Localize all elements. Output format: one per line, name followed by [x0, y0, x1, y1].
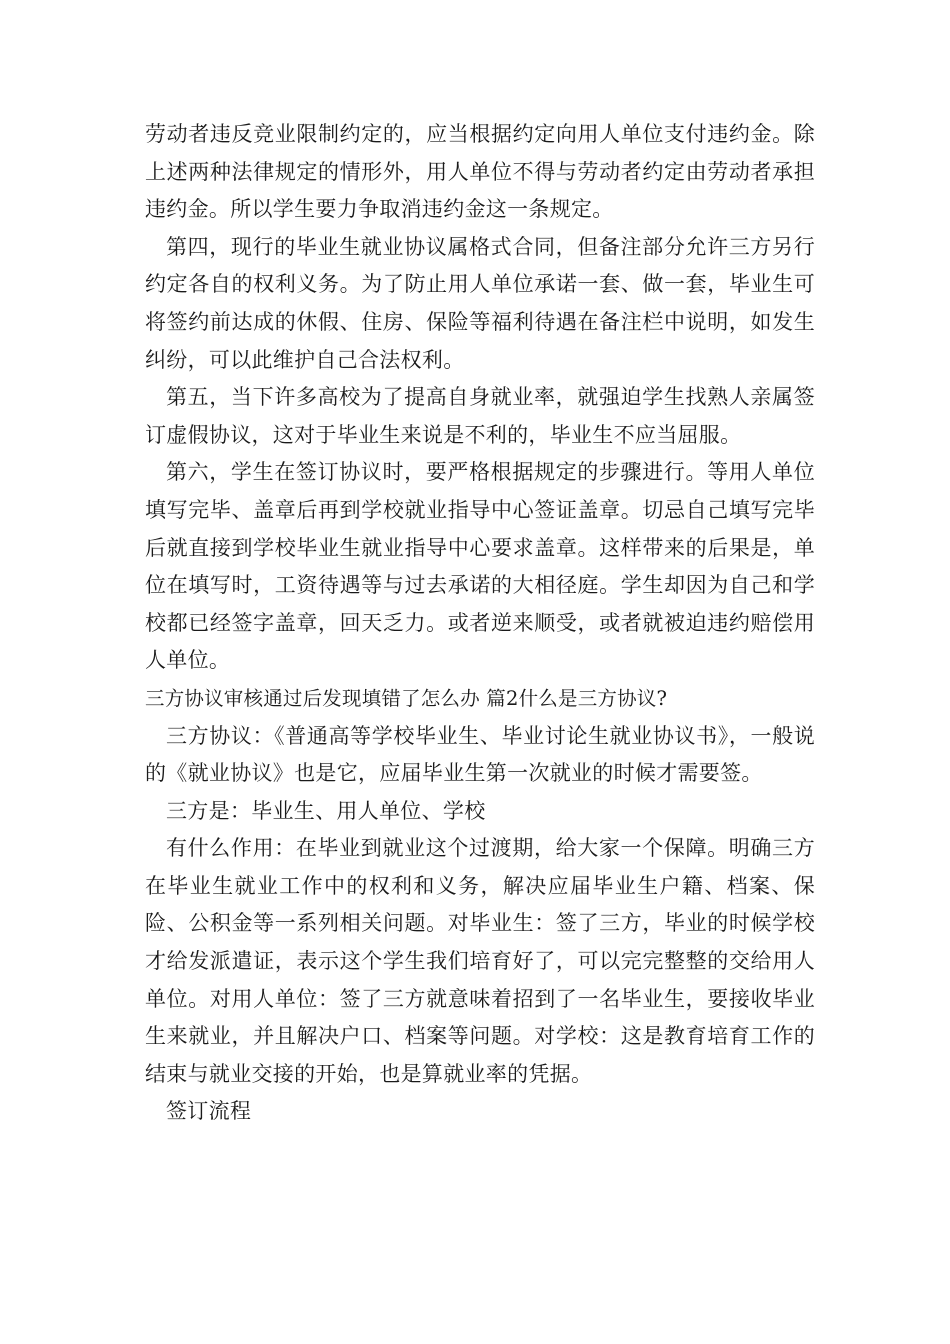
paragraph-definition: 三方协议：《普通高等学校毕业生、毕业讨论生就业协议书》，一般说的《就业协议》也是它，应届毕业生第一次就业的时候才需要签。 [145, 723, 815, 786]
paragraph-fifth-point: 第五，当下许多高校为了提高自身就业率，就强迫学生找熟人亲属签订虚假协议，这对于毕业生来说是不利的，毕业生不应当屈服。 [145, 385, 815, 447]
paragraph-function: 有什么作用：在毕业到就业这个过渡期，给大家一个保障。明确三方在毕业生就业工作中的权利和义务，解决应届毕业生户籍、档案、保险、公积金等一系列相关问题。对毕业生：签了三方，毕业的时候学校才给发派遣证，表示这个学生我们培育好了，可以完完整整的交给用人单位。对用人单位：签了三方就意味着招到了一名毕业生，要接收毕业生来就业，并且解决户口、档案等问题。对学校：这是教育培育工作的结束与就业交接的开始，也是算就业率的凭据。 [145, 836, 815, 1086]
section-heading-title: 三方协议审核通过后发现填错了怎么办 篇2 [145, 686, 519, 710]
section-heading [145, 680, 815, 718]
paragraph-three-parties: 三方是：毕业生、用人单位、学校 [166, 798, 486, 823]
paragraph-signing-process: 签订流程 [166, 1099, 252, 1124]
paragraph-fourth-point: 第四，现行的毕业生就业协议属格式合同，但备注部分允许三方另行约定各自的权利义务。为了防止用人单位承诺一套、做一套，毕业生可将签约前达成的休假、住房、保险等福利待遇在备注栏中说明，如发生纠纷，可以此维护自己合法权利。 [145, 234, 815, 372]
section-heading-question: 什么是三方协议? [518, 686, 668, 710]
paragraph-liquidated-damages: 劳动者违反竞业限制约定的，应当根据约定向用人单位支付违约金。除上述两种法律规定的情形外，用人单位不得与劳动者约定由劳动者承担违约金。所以学生要力争取消违约金这一条规定。 [145, 122, 815, 222]
document-body [145, 116, 815, 1131]
paragraph-sixth-point: 第六，学生在签订协议时，要严格根据规定的步骤进行。等用人单位填写完毕、盖章后再到学校就业指导中心签证盖章。切忌自己填写完毕后就直接到学校毕业生就业指导中心要求盖章。这样带来的后果是，单位在填写时，工资待遇等与过去承诺的大相径庭。学生却因为自己和学校都已经签字盖章，回天乏力。或者逆来顺受，或者就被迫违约赔偿用人单位。 [145, 460, 815, 673]
